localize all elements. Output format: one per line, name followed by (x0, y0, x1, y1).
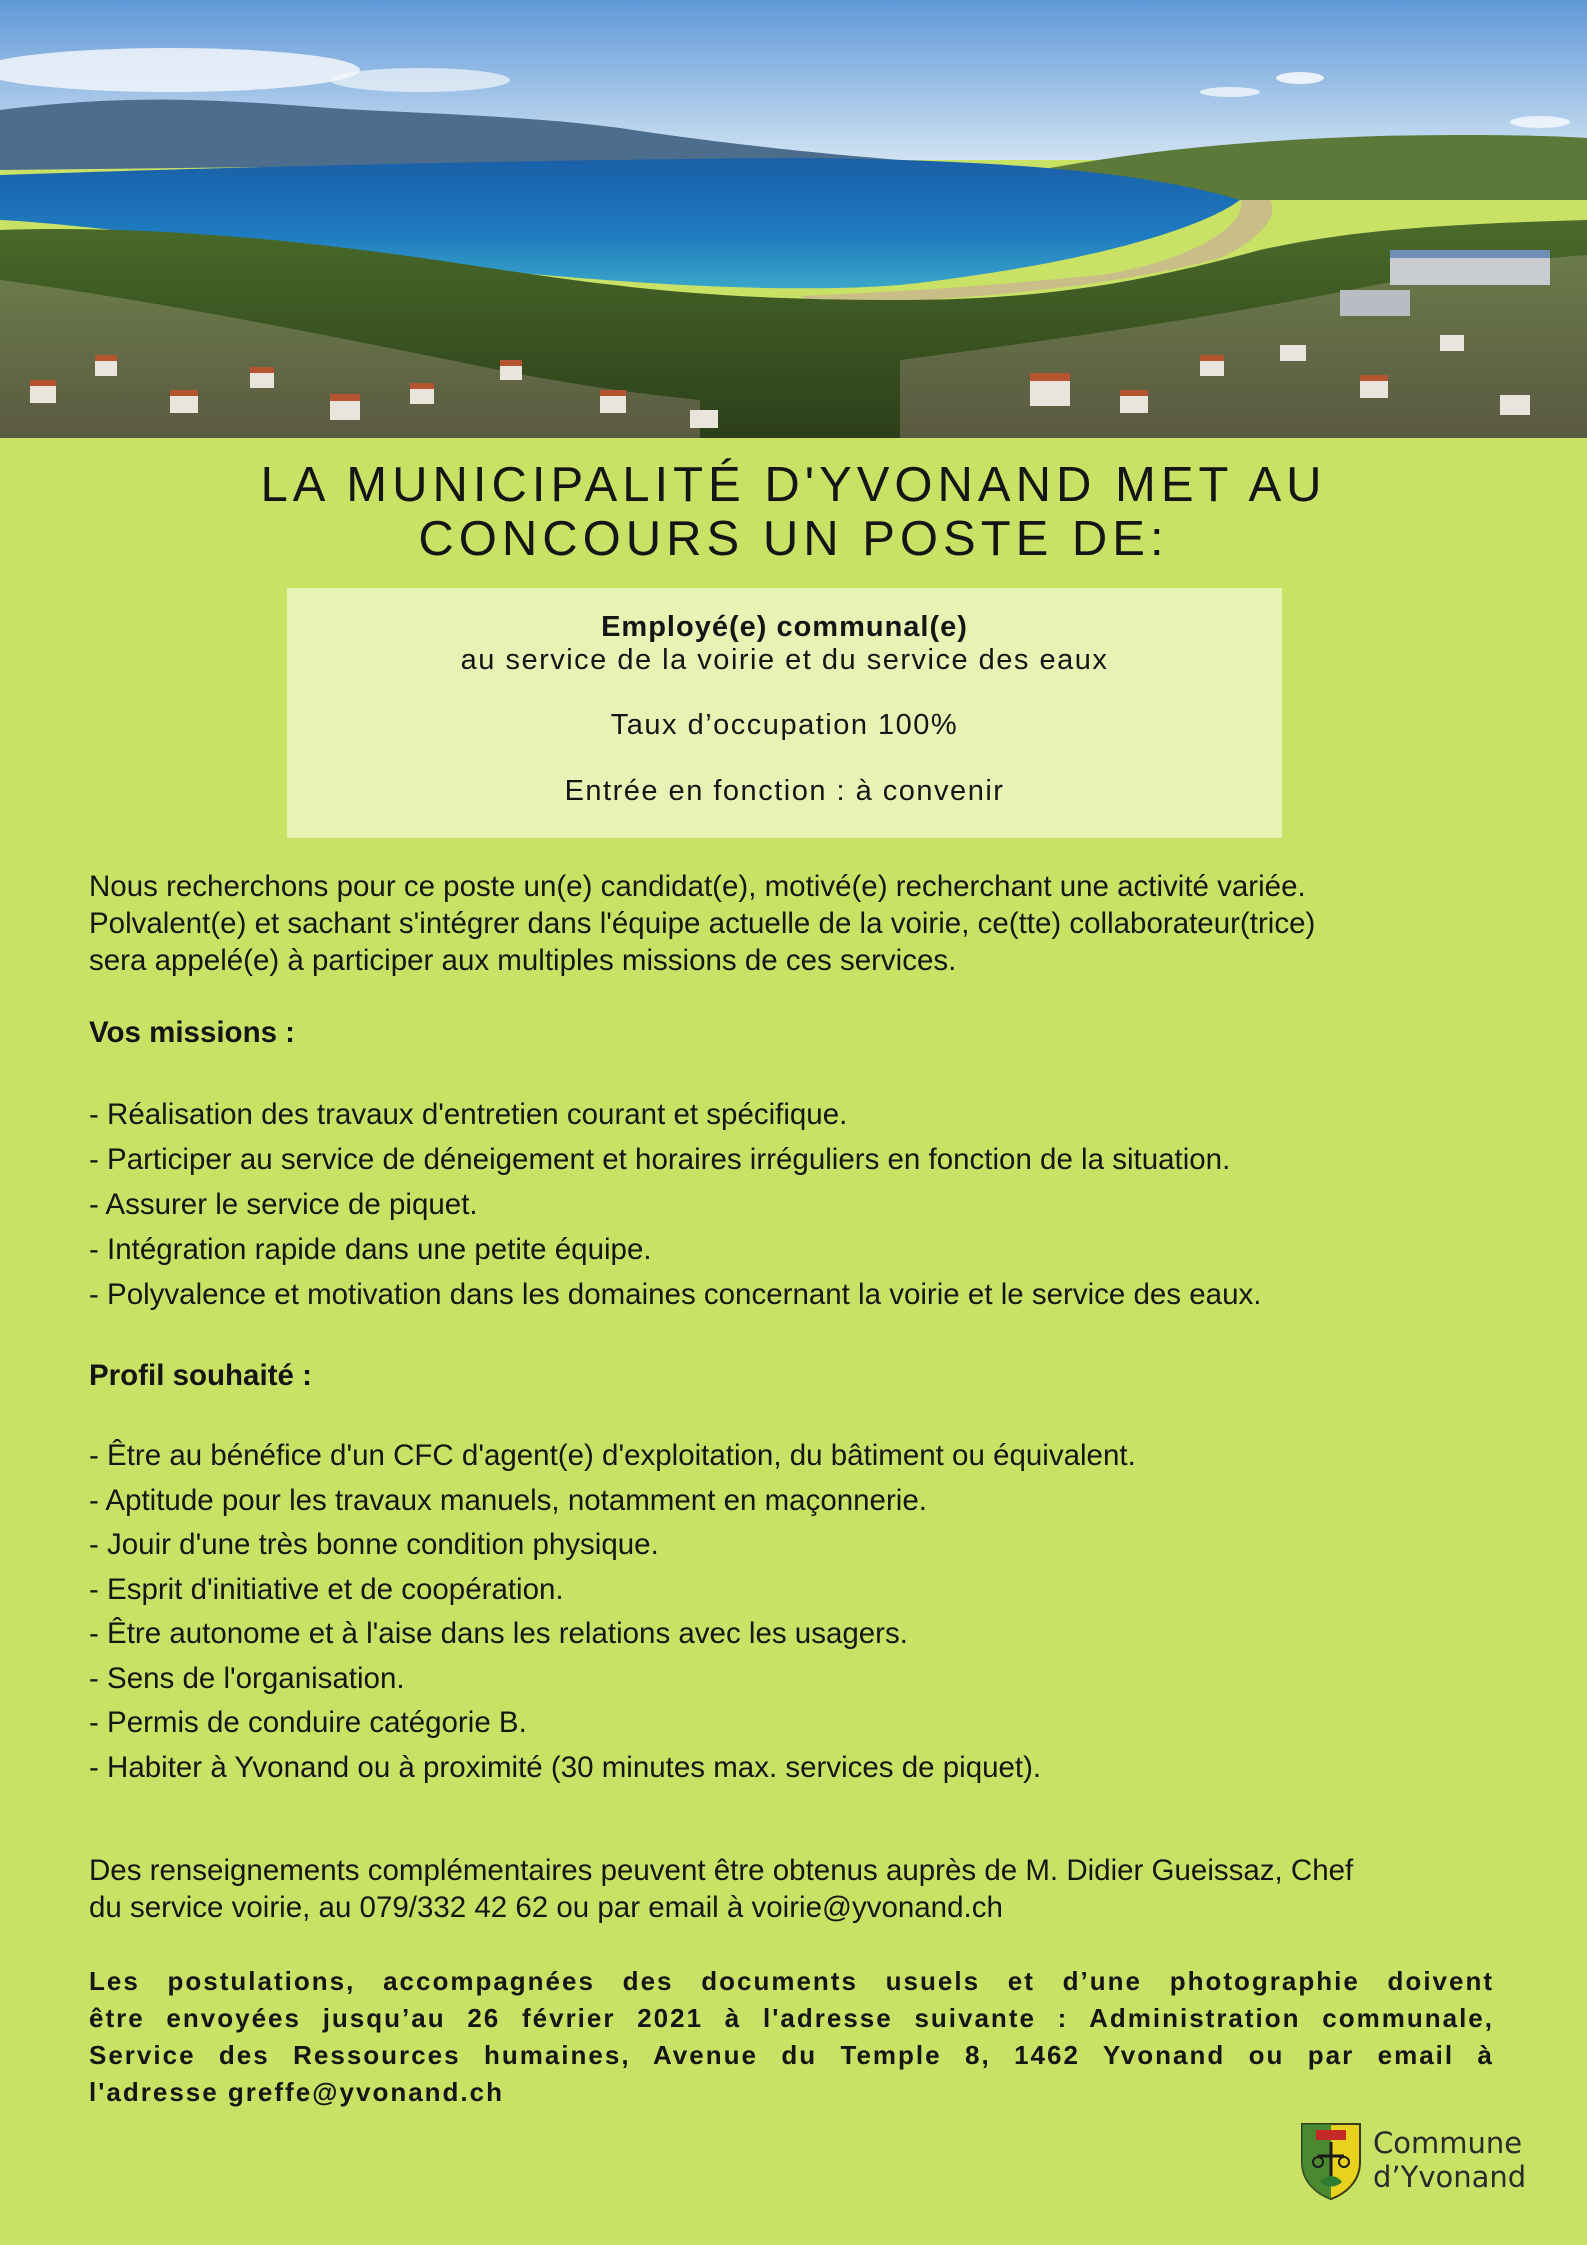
application-line: Les postulations, accompagnées des documents usuels et d’une photographie doivent (89, 1966, 1494, 1996)
contact-line: du service voirie, au 079/332 42 62 ou par email à voirie@yvonand.ch (89, 1891, 1003, 1924)
list-item: - Polyvalence et motivation dans les domaines concernant la voirie et le service des eaux. (89, 1278, 1262, 1311)
start-date: Entrée en fonction : à convenir (564, 775, 1005, 807)
list-item: - Réalisation des travaux d'entretien courant et spécifique. (89, 1098, 848, 1131)
industrial-roof (1390, 250, 1550, 258)
list-item: - Esprit d'initiative et de coopération. (89, 1572, 564, 1606)
application-instructions (89, 1963, 1494, 2111)
list-item: - Participer au service de déneigement et horaires irréguliers en fonction de la situation. (89, 1143, 1231, 1176)
cloud (1276, 72, 1324, 84)
list-item: - Sens de l'organisation. (89, 1661, 405, 1695)
page-title-line-1: LA MUNICIPALITÉ D'YVONAND MET AU (260, 458, 1327, 512)
intro-paragraph (89, 868, 1509, 979)
list-item: - Jouir d'une très bonne condition physique. (89, 1528, 659, 1561)
list-item: - Habiter à Yvonand ou à proximité (30 minutes max. services de piquet). (89, 1750, 1042, 1784)
cloud (1510, 116, 1570, 128)
application-line: l'adresse greffe@yvonand.ch (89, 2077, 504, 2107)
list-item: - Être au bénéfice d'un CFC d'agent(e) d'exploitation, du bâtiment ou équivalent. (89, 1439, 1136, 1472)
intro-line: Nous recherchons pour ce poste un(e) candidat(e), motivé(e) recherchant une activité variée. (89, 870, 1306, 903)
logo-text-line-2: d’Yvonand (1373, 2160, 1527, 2194)
contact-paragraph (89, 1852, 1509, 1926)
application-line: être envoyées jusqu’au 26 février 2021 à l'adresse suivante : Administration communale, (89, 2003, 1494, 2033)
profil-list (89, 1434, 1509, 1790)
job-title: Employé(e) communal(e) (601, 611, 968, 643)
contact-line: Des renseignements complémentaires peuvent être obtenus auprès de M. Didier Gueissaz, Chef (89, 1854, 1354, 1887)
page-title-line-2: CONCOURS UN POSTE DE: (418, 512, 1169, 566)
cloud (330, 68, 510, 92)
missions-heading: Vos missions : (89, 1016, 296, 1049)
commune-logo (1300, 2122, 1527, 2202)
list-item: - Permis de conduire catégorie B. (89, 1706, 527, 1739)
header-photo (0, 0, 1587, 438)
list-item: - Intégration rapide dans une petite équipe. (89, 1233, 652, 1266)
list-item: - Être autonome et à l'aise dans les relations avec les usagers. (89, 1617, 908, 1650)
profil-heading: Profil souhaité : (89, 1359, 312, 1392)
intro-line: sera appelé(e) à participer aux multiples missions de ces services. (89, 944, 957, 977)
logo-text-line-1: Commune (1373, 2126, 1523, 2160)
intro-line: Polvalent(e) et sachant s'intégrer dans l'équipe actuelle de la voirie, ce(tte) collaborateur(trice) (89, 907, 1316, 940)
lake-landscape-image (0, 0, 1587, 438)
occupation-rate: Taux d’occupation 100% (610, 709, 959, 741)
industrial-building (1340, 290, 1410, 316)
industrial-building (1390, 255, 1550, 285)
cloud (1200, 87, 1260, 97)
coat-of-arms-icon (1300, 2122, 1362, 2200)
job-info-box (287, 588, 1282, 838)
page-title (100, 458, 1487, 566)
list-item: - Aptitude pour les travaux manuels, notamment en maçonnerie. (89, 1483, 927, 1517)
logo-text (1373, 2126, 1526, 2194)
missions-list (89, 1092, 1509, 1317)
list-item: - Assurer le service de piquet. (89, 1188, 478, 1221)
application-line: Service des Ressources humaines, Avenue du Temple 8, 1462 Yvonand ou par email à (89, 2040, 1494, 2070)
job-department: au service de la voirie et du service des eaux (460, 644, 1109, 676)
